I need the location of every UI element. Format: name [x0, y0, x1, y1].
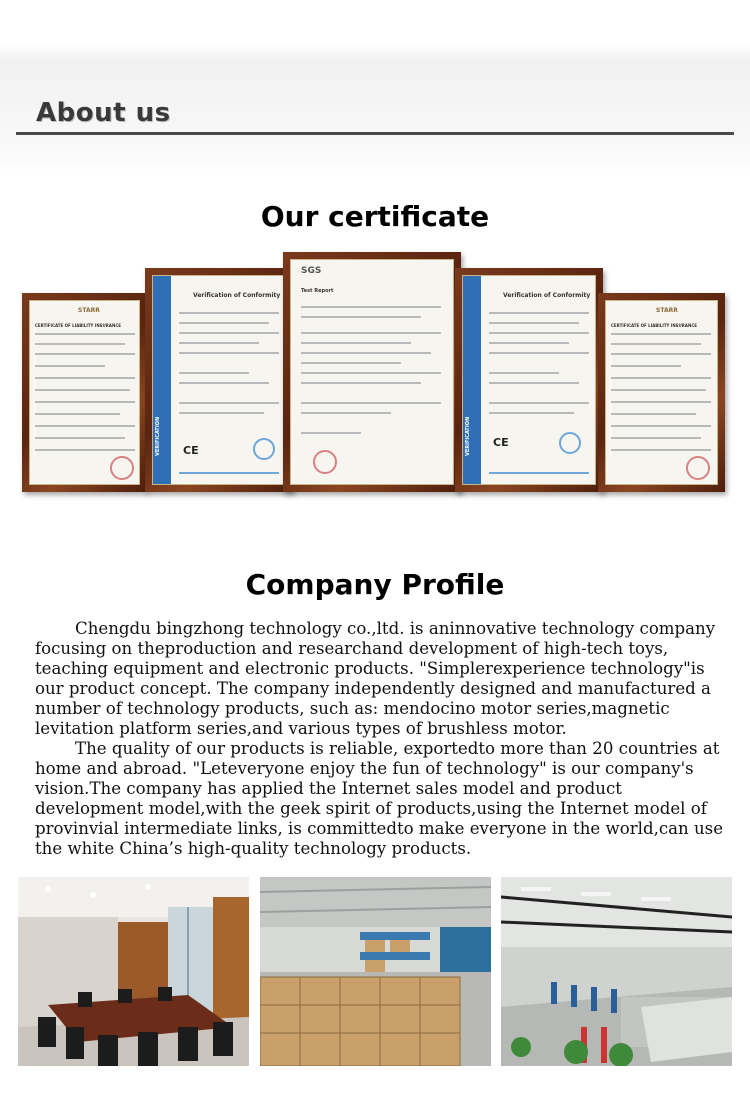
certificate-5-stamp: [686, 456, 710, 480]
sgs-logo: SGS: [301, 266, 322, 276]
about-divider: [16, 132, 734, 135]
certificate-document-4: [462, 275, 596, 485]
certificate-1-stamp: [110, 456, 134, 480]
certificate-2-side-label: VERIFICATION: [155, 416, 161, 456]
certificate-document-2: [152, 275, 286, 485]
certificate-document-1: [29, 300, 140, 485]
warehouse-photo: [260, 877, 491, 1066]
certificate-document-5: [605, 300, 718, 485]
profile-title: Company Profile: [245, 568, 505, 601]
ce-mark-icon: CE: [183, 444, 199, 457]
about-title: About us: [36, 98, 171, 128]
certificate-document-3: [290, 259, 454, 485]
about-header-band: [0, 0, 750, 175]
certificate-title: Our certificate: [260, 200, 490, 233]
profile-paragraph-2: The quality of our products is reliable, exportedto more than 20 countries at home and abroad. "Leteveryone enjoy the fun of technology" is our company's vision.The company has applied the Internet sales model and product development model,with the geek spirit of products,using the Internet model of provinvial intermediate links, is committedto make everyone in the world,can use the white China’s high-quality technology products.: [35, 739, 724, 858]
certificate-1-logo: STARR: [78, 307, 100, 314]
certificate-frame-4: [455, 268, 603, 492]
certificate-frame-5: [598, 293, 725, 492]
ce-mark-icon: CE: [493, 436, 509, 449]
profile-paragraph-1: Chengdu bingzhong technology co.,ltd. is aninnovative technology company focusing on theproduction and researchand development of high-tech toys, teaching equipment and electronic products. "Simplerexperience technology"is our product concept. The company independently designed and manufactured a number of technology products, such as: mendocino motor series,magnetic levitation platform series,and various types of brushless motor.: [35, 619, 716, 738]
meeting-room-photo: [18, 877, 249, 1066]
factory-photo: [501, 877, 732, 1066]
certificate-4-seal: [559, 432, 581, 454]
certificate-1-heading: CERTIFICATE OF LIABILITY INSURANCE: [35, 323, 121, 328]
certificate-3-heading: Test Report: [301, 288, 334, 294]
certificate-5-heading: CERTIFICATE OF LIABILITY INSURANCE: [611, 323, 697, 328]
certificate-frame-2: [145, 268, 293, 492]
certificate-2-heading: Verification of Conformity: [193, 292, 281, 299]
certificate-2-seal: [253, 438, 275, 460]
certificate-3-stamp: [313, 450, 337, 474]
certificate-frame-1: [22, 293, 147, 492]
certificate-5-logo: STARR: [656, 307, 678, 314]
certificate-4-heading: Verification of Conformity: [503, 292, 591, 299]
profile-text: [35, 619, 725, 859]
certificate-4-side-label: VERIFICATION: [465, 416, 471, 456]
certificate-frame-3: [283, 252, 461, 492]
